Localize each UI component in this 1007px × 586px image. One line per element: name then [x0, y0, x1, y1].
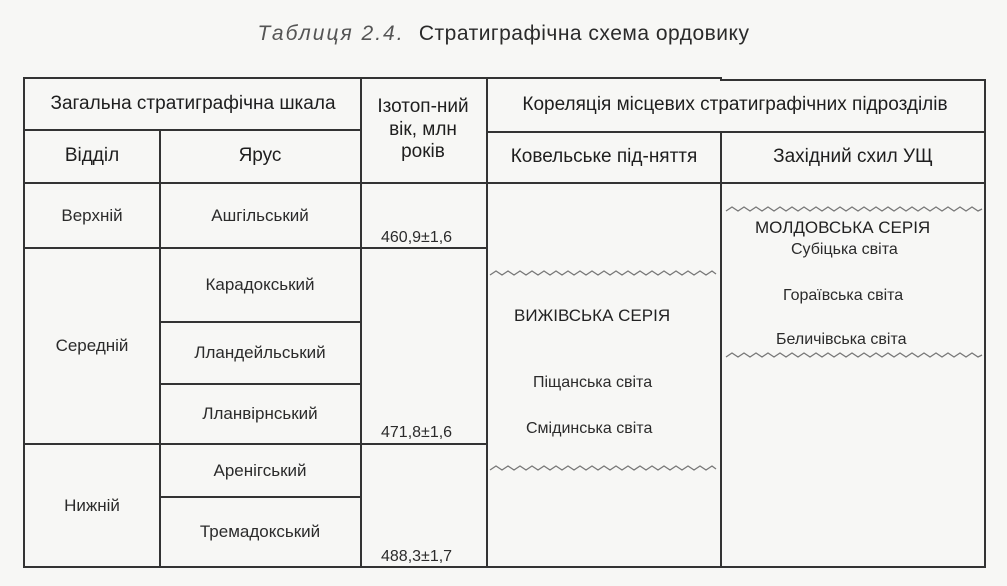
- kovel-svita-smidynska: Смідинська світа: [526, 420, 653, 437]
- age-ashgill-base: 460,9±1,6: [381, 229, 453, 246]
- rule-stage-age: [360, 77, 362, 568]
- header-stage: Ярус: [238, 144, 282, 166]
- age-llanvirn-base: 471,8±1,6: [381, 424, 453, 441]
- rule-right: [984, 79, 986, 568]
- kovel-unconformity-bottom: [490, 465, 716, 475]
- stage-arenig: Аренігський: [213, 460, 307, 480]
- west-svita-subitska: Субіцька світа: [791, 241, 898, 258]
- rule-left: [23, 77, 25, 568]
- rule-upper-bottom: [23, 247, 488, 249]
- table-caption: Стратиграфічна схема ордовику: [418, 22, 750, 45]
- rule-kovel-west: [720, 131, 722, 568]
- rule-age-kovel: [486, 77, 488, 568]
- rule-llandeilo: [160, 383, 360, 385]
- kovel-unconformity-top: [490, 270, 716, 280]
- west-svita-belychivska: Беличівська світа: [776, 331, 907, 348]
- header-west-slope: Західний схил УЩ: [773, 145, 933, 167]
- division-upper: Верхній: [61, 205, 123, 225]
- west-unconformity-bottom: [726, 352, 982, 362]
- rule-arenig: [160, 496, 360, 498]
- west-unconformity-top: [726, 206, 982, 216]
- stage-caradoc: Карадокський: [205, 275, 315, 295]
- header-isotope-age: Ізотоп-ний вік, млн років: [377, 95, 469, 163]
- header-division: Відділ: [64, 144, 120, 166]
- rule-bottom: [23, 566, 986, 568]
- rule-header-bottom: [23, 182, 986, 184]
- kovel-series: ВИЖІВСЬКА СЕРІЯ: [514, 306, 671, 325]
- stage-llandeilo: Лландейльський: [194, 343, 326, 363]
- rule-sub-general: [23, 129, 360, 131]
- table-number: Таблиця 2.4.: [257, 22, 405, 45]
- header-general-scale: Загальна стратиграфічна шкала: [50, 92, 336, 114]
- division-lower: Нижній: [64, 495, 120, 515]
- header-kovel: Ковельське під-няття: [510, 145, 698, 167]
- west-series: МОЛДОВСЬКА СЕРІЯ: [755, 218, 931, 237]
- kovel-svita-pishchanska: Піщанська світа: [533, 374, 653, 391]
- division-middle: Середній: [55, 335, 129, 355]
- header-correlation: Кореляція місцевих стратиграфічних підрозділів: [522, 93, 948, 115]
- rule-sub-correlation: [488, 131, 986, 133]
- west-svita-horaivska: Гораївська світа: [783, 287, 904, 304]
- age-tremadoc-base: 488,3±1,7: [381, 548, 453, 565]
- rule-division-stage: [159, 129, 161, 568]
- rule-caradoc: [160, 321, 360, 323]
- stage-ashgill: Ашгільський: [211, 205, 309, 225]
- stage-llanvirn: Лланвірнський: [202, 404, 318, 424]
- rule-top: [23, 77, 722, 79]
- rule-middle-bottom: [23, 443, 488, 445]
- stage-tremadoc: Тремадокський: [199, 522, 321, 542]
